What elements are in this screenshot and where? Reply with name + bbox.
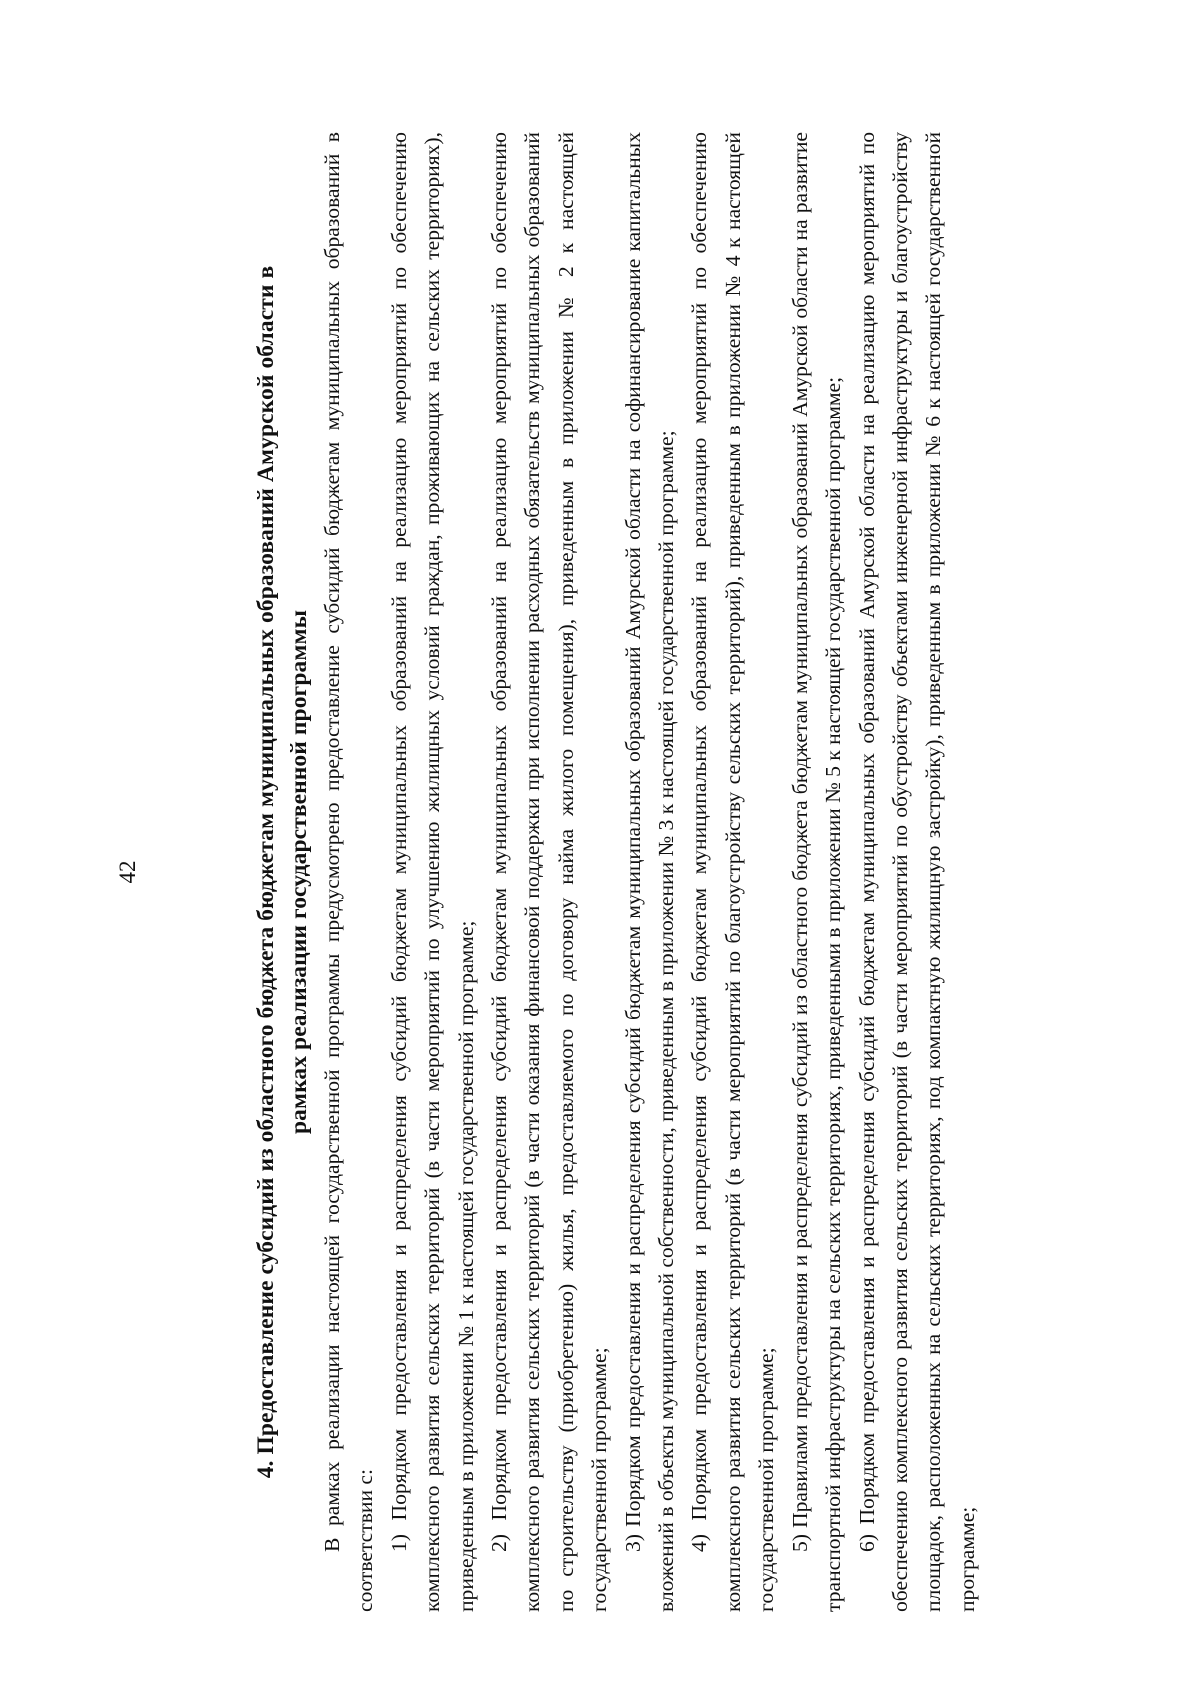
list-item: 3) Порядком предоставления и распределения субсидий бюджетам муниципальных образований Амурской области на софинансирование капитальных вложений в объекты муниципальной собственности, приведенным в приложении № 3 к настоящей государственной программе; xyxy=(620,132,679,1612)
list-item: 5) Правилами предоставления и распределения субсидий из областного бюджета бюджетам муниципальных образований Амурской области на развитие транспортной инфраструктуры на сельских территориях, приведенными в приложении № 5 к настоящей государственной программе; xyxy=(787,132,846,1612)
section-heading-line-2: рамках реализации государственной программы xyxy=(286,609,312,1135)
rotated-text-block xyxy=(115,132,1050,1612)
list-item: 1) Порядком предоставления и распределения субсидий бюджетам муниципальных образований на реализацию мероприятий по обеспечению комплексного развития сельских территорий (в части мероприятий по улучшению жилищных условий граждан, проживающих на сельских территориях), приведенным в приложении № 1 к настоящей государственной программе; xyxy=(386,132,478,1612)
section-heading-line-1: 4. Предоставление субсидий из областного бюджета бюджетам муниципальных образований Амурской области в xyxy=(253,265,279,1479)
section-heading xyxy=(250,132,316,1612)
list-item: 4) Порядком предоставления и распределения субсидий бюджетам муниципальных образований на реализацию мероприятий по обеспечению комплексного развития сельских территорий (в части мероприятий по благоустройству сельских территорий), приведенным в приложении № 4 к настоящей государственной программе; xyxy=(687,132,779,1612)
intro-paragraph: В рамках реализации настоящей государственной программы предусмотрено предоставление субсидий бюджетам муниципальных образований в соответствии с: xyxy=(320,132,378,1612)
list-item: 2) Порядком предоставления и распределения субсидий бюджетам муниципальных образований на реализацию мероприятий по обеспечению комплексного развития сельских территорий (в части оказания финансовой поддержки при исполнении расходных обязательств муниципальных образований по строительству (приобретению) жилья, предоставляемого по договору найма жилого помещения), приведенным в приложении № 2 к настоящей государственной программе; xyxy=(487,132,612,1612)
page-number: 42 xyxy=(115,860,140,884)
list-item: 6) Порядком предоставления и распределения субсидий бюджетам муниципальных образований Амурской области на реализацию мероприятий по обеспечению комплексного развития сельских территорий (в части мероприятий по обустройству объектами инженерной инфраструктуры и благоустройству площадок, расположенных на сельских территориях, под компактную жилищную застройку), приведенным в приложении № 6 к настоящей государственной программе; xyxy=(854,132,979,1612)
